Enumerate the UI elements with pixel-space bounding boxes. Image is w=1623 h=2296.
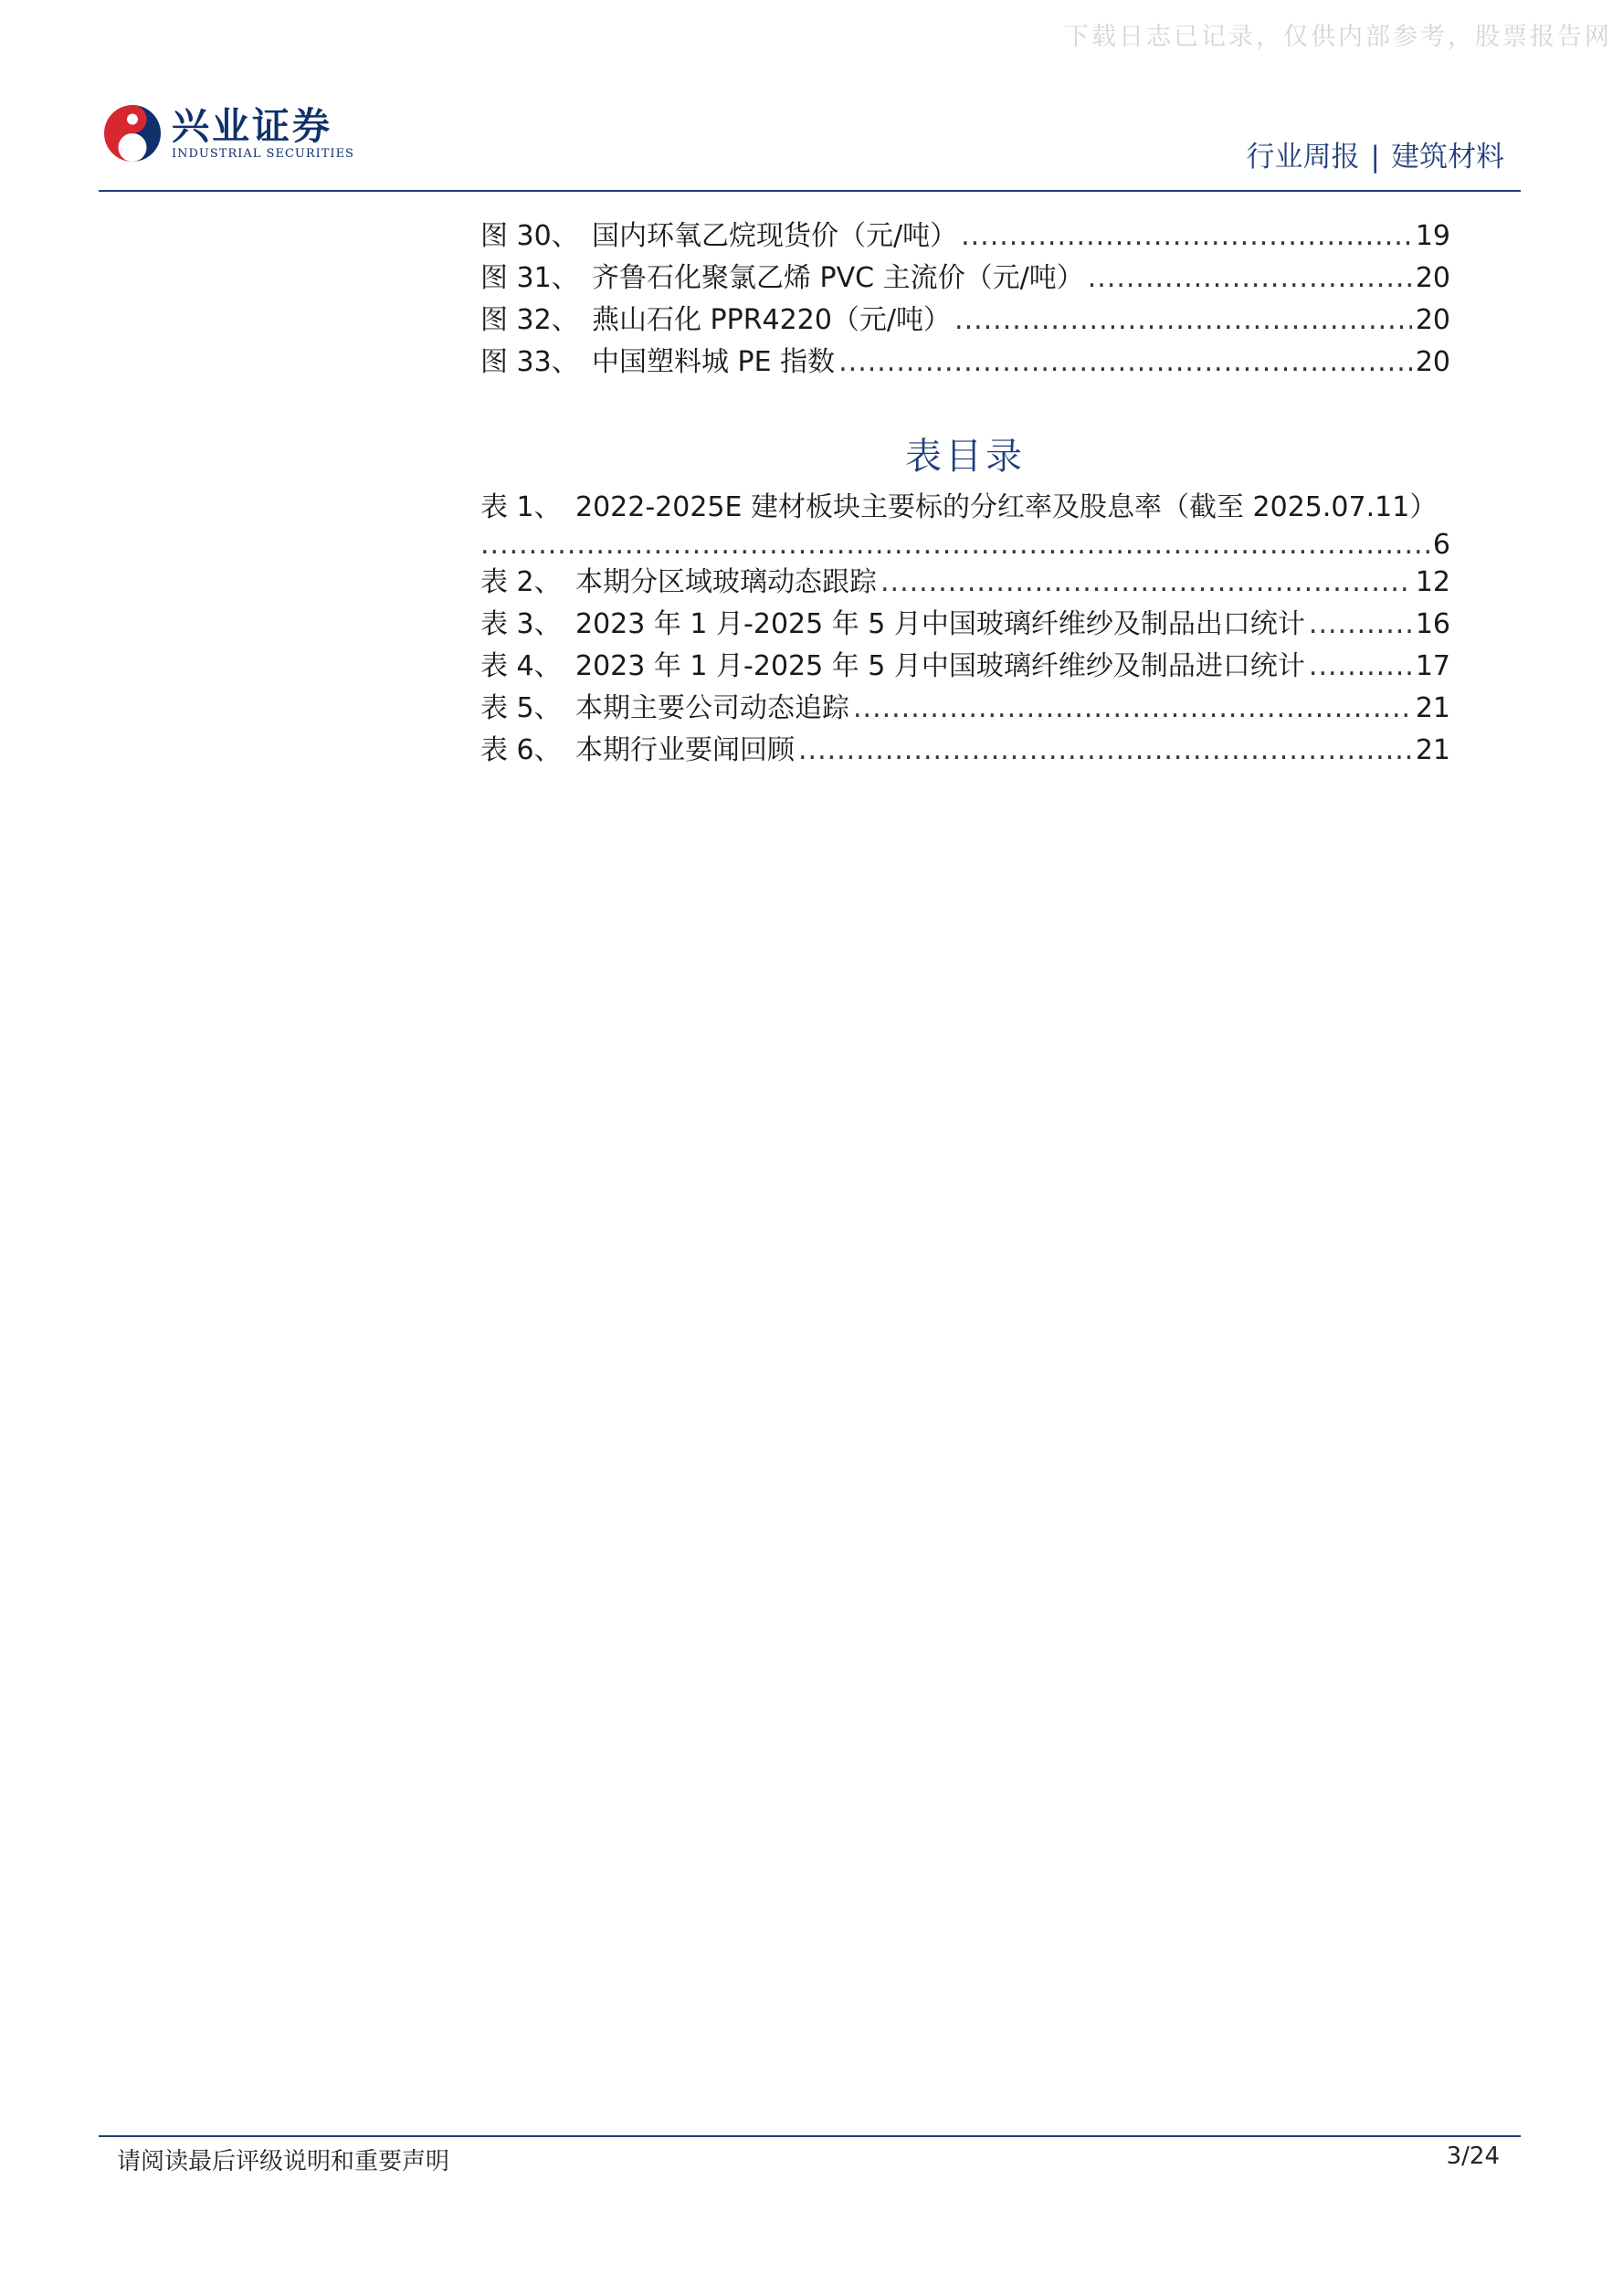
entry-title: 本期分区域玻璃动态跟踪 xyxy=(575,566,877,598)
entry-prefix: 图 33、 xyxy=(480,346,579,378)
entry-title: 本期行业要闻回顾 xyxy=(575,734,795,766)
watermark-text: 下载日志已记录，仅供内部参考，股票报告网 xyxy=(1064,23,1612,51)
entry-page: 17 xyxy=(1415,650,1450,682)
entry-prefix: 图 30、 xyxy=(480,220,579,252)
entry-page: 20 xyxy=(1415,262,1450,294)
report-category xyxy=(1247,133,1504,174)
entry-page: 21 xyxy=(1415,692,1450,724)
toc-entry-table[interactable] xyxy=(480,487,1450,529)
company-logo xyxy=(102,97,354,170)
entry-prefix: 表 6、 xyxy=(480,734,562,766)
leader-dots xyxy=(954,300,1412,342)
entry-title: 中国塑料城 PE 指数 xyxy=(592,346,836,378)
tables-toc xyxy=(480,487,1450,772)
toc-entry-figure[interactable] xyxy=(480,300,1450,342)
leader-dots xyxy=(1309,646,1412,688)
tables-toc-heading: 表目录 xyxy=(905,436,1026,478)
header-separator: | xyxy=(1370,141,1380,174)
entry-page: 12 xyxy=(1415,566,1450,598)
entry-prefix: 表 5、 xyxy=(480,692,562,724)
leader-dots xyxy=(1309,604,1412,646)
entry-prefix: 表 1、 xyxy=(480,491,562,523)
entry-page: 19 xyxy=(1415,220,1450,252)
leader-dots xyxy=(853,688,1412,730)
logo-wordmark-cn: 兴业证券 xyxy=(172,104,332,148)
toc-entry-figure[interactable] xyxy=(480,342,1450,384)
entry-page: 20 xyxy=(1415,304,1450,336)
leader-dots xyxy=(798,730,1412,772)
leader-dots xyxy=(880,562,1412,604)
entry-prefix: 图 32、 xyxy=(480,304,579,336)
logo-wordmark-en: INDUSTRIAL SECURITIES xyxy=(172,147,354,161)
toc-entry-figure[interactable] xyxy=(480,216,1450,258)
entry-prefix: 图 31、 xyxy=(480,262,579,294)
leader-dots xyxy=(961,216,1412,258)
entry-page: 21 xyxy=(1415,734,1450,766)
footer-disclaimer: 请阅读最后评级说明和重要声明 xyxy=(117,2148,450,2175)
entry-title: 本期主要公司动态追踪 xyxy=(575,692,849,724)
entry-prefix: 表 2、 xyxy=(480,566,562,598)
report-sector: 建筑材料 xyxy=(1391,141,1504,174)
leader-dots xyxy=(480,529,1429,562)
toc-entry-table-continuation[interactable] xyxy=(480,529,1450,562)
entry-title: 燕山石化 PPR4220（元/吨） xyxy=(592,304,952,336)
entry-page: 16 xyxy=(1415,608,1450,640)
report-type: 行业周报 xyxy=(1246,141,1360,174)
leader-dots xyxy=(838,342,1412,384)
toc-entry-table[interactable] xyxy=(480,646,1450,688)
entry-prefix: 表 3、 xyxy=(480,608,562,640)
toc-entry-figure[interactable] xyxy=(480,258,1450,300)
entry-title: 2022-2025E 建材板块主要标的分红率及股息率（截至 2025.07.11） xyxy=(575,491,1438,523)
page-number: 3/24 xyxy=(1446,2143,1500,2170)
footer-divider xyxy=(99,2135,1521,2137)
entry-title: 齐鲁石化聚氯乙烯 PVC 主流价（元/吨） xyxy=(592,262,1084,294)
figures-toc xyxy=(480,216,1450,384)
entry-title: 2023 年 1 月-2025 年 5 月中国玻璃纤维纱及制品进口统计 xyxy=(575,650,1305,682)
leader-dots xyxy=(1088,258,1412,300)
toc-entry-table[interactable] xyxy=(480,688,1450,730)
toc-entry-table[interactable] xyxy=(480,730,1450,772)
entry-page: 6 xyxy=(1432,529,1450,561)
header-divider xyxy=(99,190,1521,192)
entry-prefix: 表 4、 xyxy=(480,650,562,682)
entry-page: 20 xyxy=(1415,346,1450,378)
toc-entry-table[interactable] xyxy=(480,604,1450,646)
entry-title: 国内环氧乙烷现货价（元/吨） xyxy=(592,220,958,252)
logo-mark-icon xyxy=(102,103,163,163)
toc-entry-table[interactable] xyxy=(480,562,1450,604)
entry-title: 2023 年 1 月-2025 年 5 月中国玻璃纤维纱及制品出口统计 xyxy=(575,608,1305,640)
